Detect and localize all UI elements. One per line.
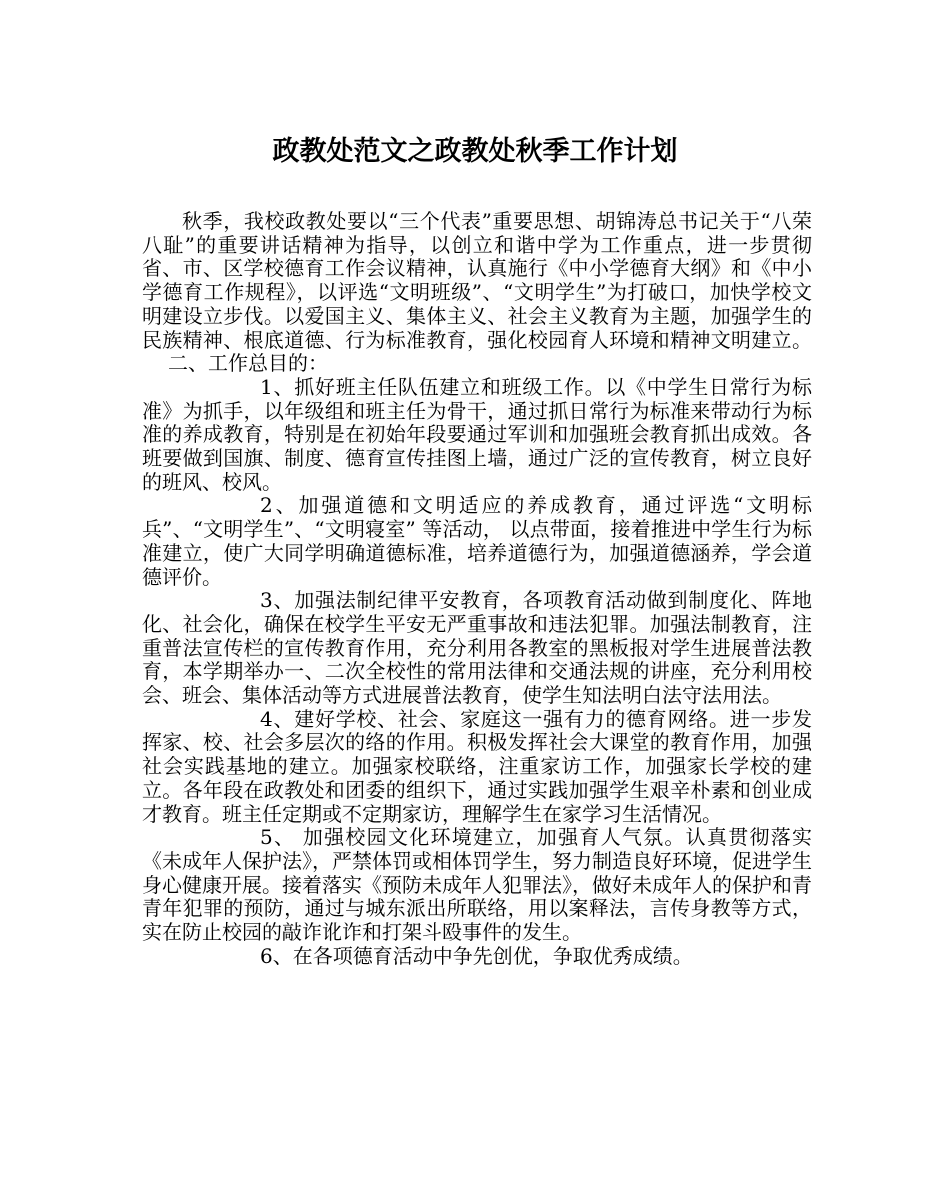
goal-item-3: 3、加强法制纪律平安教育，各项教育活动做到制度化、阵地化、社会化，确保在校学生平安无严重事故和违法犯罪。加强法制教育，注重普法宣传栏的宣传教育作用，充分利用各教室的黑板报对学生进展普法教育，本学期举办一、二次全校性的常用法律和交通法规的讲座，充分利用校会、班会、集体活动等方式进展普法教育，使学生知法明白法守法用法。	[142, 588, 812, 708]
goal-item-6: 6、在各项德育活动中争先创优，争取优秀成绩。	[260, 943, 693, 968]
goal-item-1: 1、抓好班主任队伍建立和班级工作。以《中学生日常行为标准》为抓手，以年级组和班主任为骨干，通过抓日常行为标准来带动行为标准的养成教育，特别是在初始年段要通过军训和加强班会教育抓出成效。各班要做到国旗、制度、德育宣传挂图上墙，通过广泛的宣传教育，树立良好的班风、校风。	[142, 374, 812, 494]
intro-text: 秋季，我校政教处要以“三个代表”重要思想、胡锦涛总书记关于“八荣八耻”的重要讲话精神为指导，以创立和谐中学为工作重点，进一步贯彻省、市、区学校德育工作会议精神，认真施行《中小学德育大纲》和《中小学德育工作规程》，以评选“文明班级”、“文明学生”为打破口，加快学校文明建设立步伐。以爱国主义、集体主义、社会主义教育为主题，加强学生的民族精神、根底道德、行为标准教育，强化校园育人环境和精神文明建立。	[142, 209, 812, 352]
goal-item-5: 5、 加强校园文化环境建立，加强育人气氛。认真贯彻落实《未成年人保护法》，严禁体罚或相体罚学生，努力制造良好环境，促进学生身心健康开展。接着落实《预防未成年人犯罪法》，做好未成年人的保护和青青年犯罪的预防，通过与城东派出所联络，用以案释法，言传身教等方式，实在防止校园的敲诈讹诈和打架斗殴事件的发生。	[142, 825, 812, 945]
goal-item-2: 2、加强道德和文明适应的养成教育，通过评选“文明标兵”、“文明学生”、“文明寝室” 等活动， 以点带面，接着推进中学生行为标准建立，使广大同学明确道德标准，培养道德行为，加强道德涵养，学会道德评价。	[142, 493, 812, 589]
document-body	[142, 210, 812, 969]
intro-paragraph	[142, 210, 812, 376]
goal-item-4: 4、建好学校、社会、家庭这一强有力的德育网络。进一步发挥家、校、社会多层次的络的作用。积极发挥社会大课堂的教育作用，加强社会实践基地的建立。加强家校联络，注重家访工作，加强家长学校的建立。各年段在政教处和团委的组织下，通过实践加强学生艰辛朴素和创业成才教育。班主任定期或不定期家访，理解学生在家学习生活情况。	[142, 706, 812, 826]
document-title: 政教处范文之政教处秋季工作计划	[272, 136, 678, 167]
section-heading: 二、工作总目的：	[168, 351, 328, 376]
